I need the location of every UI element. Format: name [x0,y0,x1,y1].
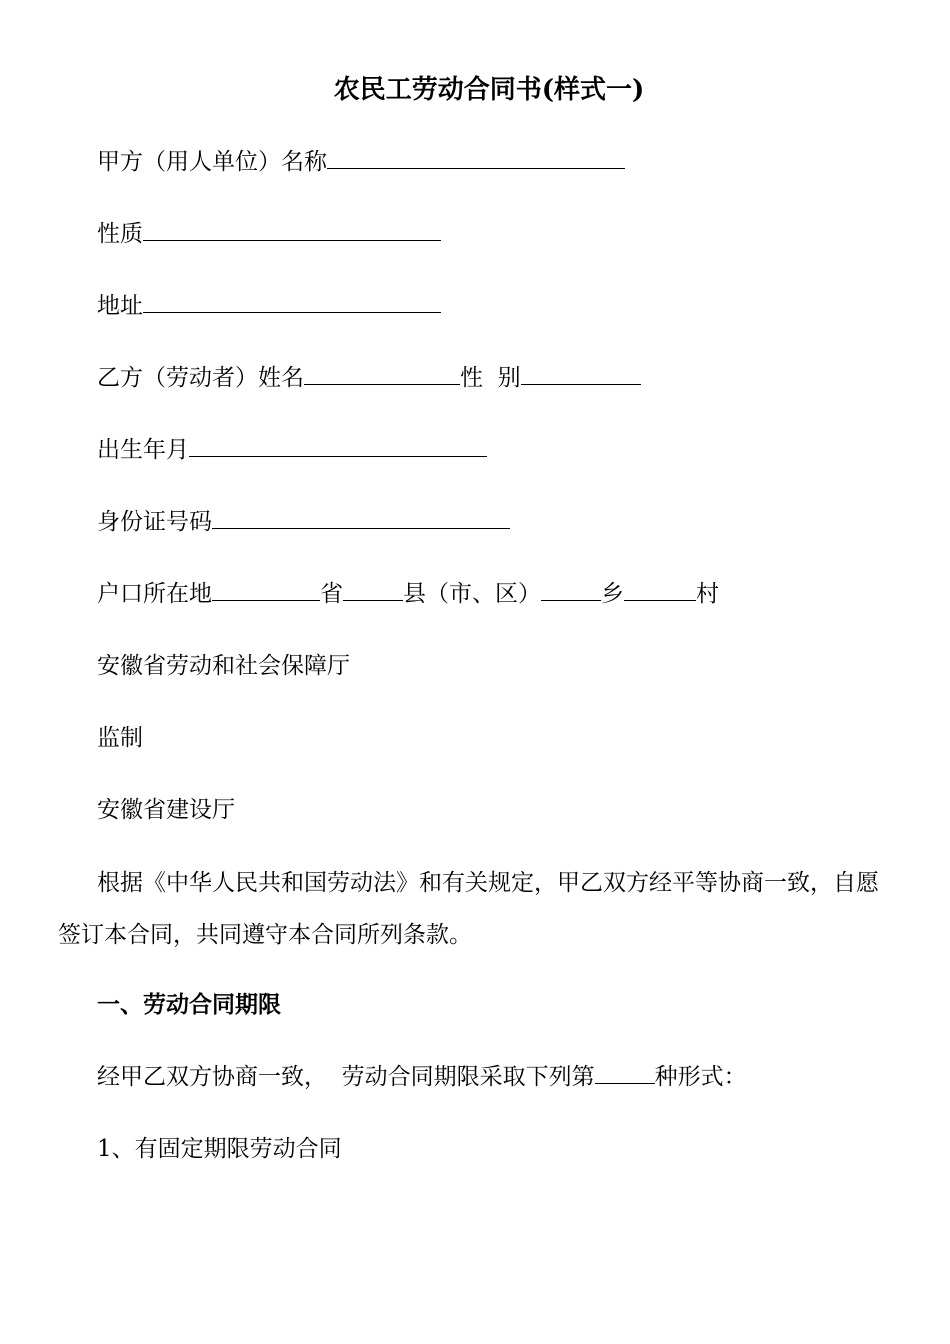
party-a-address-blank[interactable] [143,290,441,313]
hukou-province-blank[interactable] [212,578,320,601]
party-b-name-blank[interactable] [304,362,460,385]
party-a-address-label: 地址 [97,293,143,319]
issuer-dept1: 安徽省劳动和社会保障厅 [97,653,350,679]
party-b-name-line [97,362,641,394]
party-b-id-label: 身份证号码 [97,509,212,535]
party-a-nature-label: 性质 [97,221,143,247]
party-a-nature-line [97,218,441,250]
preamble-paragraph: 根据《中华人民共和国劳动法》和有关规定，甲乙双方经平等协商一致，自愿签订本合同，共同遵守本合同所列条款。 [58,870,879,948]
section1-term-line [97,1061,747,1093]
party-b-birth-label: 出生年月 [97,437,189,463]
hukou-township-label: 乡 [601,581,624,607]
party-a-nature-blank[interactable] [143,218,441,241]
hukou-county-blank[interactable] [343,578,403,601]
party-a-name-blank[interactable] [327,146,625,169]
section1-heading: 一、劳动合同期限 [97,991,281,1018]
hukou-township-blank[interactable] [541,578,601,601]
party-b-hukou-line [97,578,719,610]
hukou-village-blank[interactable] [624,578,696,601]
party-a-name-label: 甲方（用人单位）名称 [97,149,327,175]
hukou-county-label: 县（市、区） [403,581,541,607]
party-b-id-line [97,506,510,538]
party-b-name-label: 乙方（劳动者）姓名 [97,365,304,391]
party-a-name-line [97,146,625,178]
section1-text-after: 种形式： [654,1064,747,1090]
party-b-id-blank[interactable] [212,506,510,529]
section1-text-before: 经甲乙双方协商一致， 劳动合同期限采取下列第 [97,1064,595,1090]
section1-item1: 1、有固定期限劳动合同 [97,1136,342,1162]
party-b-birth-blank[interactable] [189,434,487,457]
issuer-dept2: 安徽省建设厅 [97,797,235,823]
party-a-address-line [97,290,441,322]
party-b-gender-blank[interactable] [521,362,641,385]
party-b-gender-label: 性 别 [460,365,521,391]
hukou-village-label: 村 [696,581,719,607]
hukou-province-label: 省 [320,581,343,607]
section1-form-blank[interactable] [595,1061,655,1084]
document-title: 农民工劳动合同书(样式一) [333,75,645,105]
issuer-supervise: 监制 [97,725,143,751]
party-b-birth-line [97,434,487,466]
party-b-hukou-label: 户口所在地 [97,581,212,607]
